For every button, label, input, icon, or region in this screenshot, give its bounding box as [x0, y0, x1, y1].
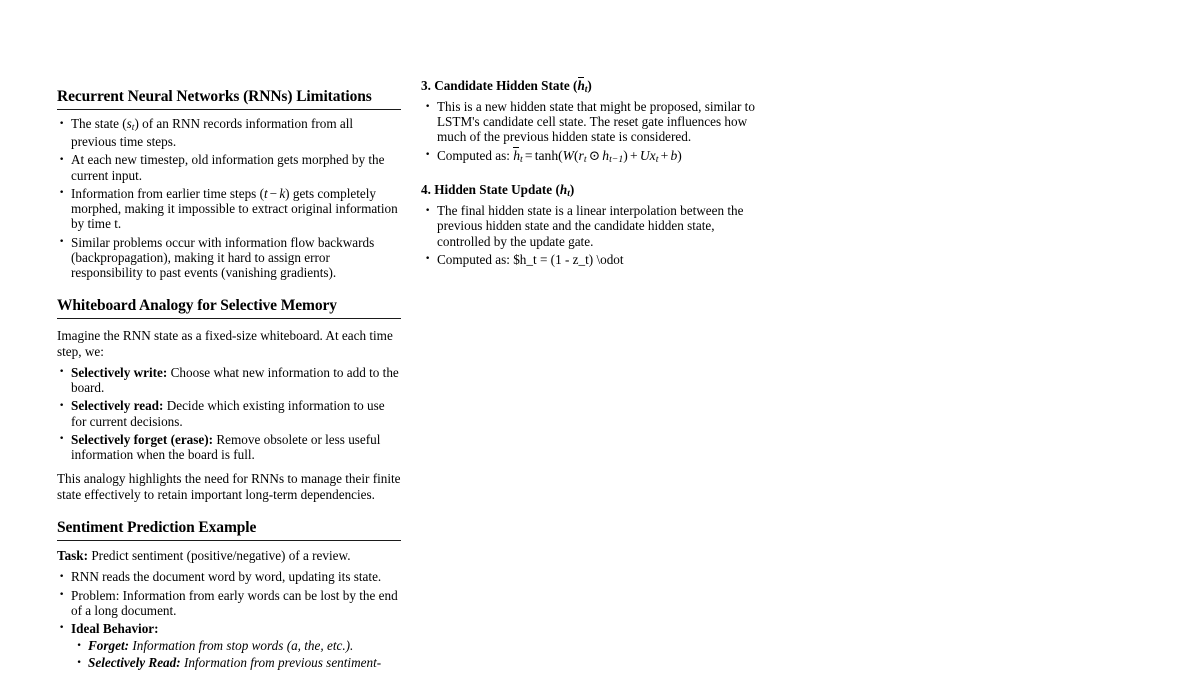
- inline-math-tk: t − k: [263, 185, 286, 201]
- section-sentiment-example: [57, 519, 401, 671]
- numbered-heading: [421, 78, 771, 96]
- list-item: [57, 398, 401, 428]
- bullet-text-post: ) gets completely morphed, making it impossible to extract original information by time t.: [71, 185, 398, 232]
- heading-close: ): [569, 182, 575, 198]
- bullet-text: The final hidden state is a linear interpolation between the previous hidden state and the candidate hidden state, controlled by the update gate.: [437, 203, 744, 249]
- section-candidate-hidden-state: [421, 78, 771, 165]
- limitations-list: [57, 116, 401, 280]
- bullet-text: At each new timestep, old information gets morphed by the current input.: [71, 152, 385, 183]
- list-item: [71, 655, 401, 670]
- list-item: [57, 186, 401, 232]
- heading-title: Hidden State Update (: [434, 182, 560, 198]
- heading-close: ): [587, 78, 592, 93]
- bullet-text: This is a new hidden state that might be proposed, similar to LSTM's candidate cell state. The reset gate influences how much of the previous hidden state is considered.: [437, 99, 755, 145]
- list-item: [57, 116, 401, 149]
- selective-memory-list: [57, 365, 401, 462]
- item-label: Selectively read:: [71, 398, 164, 414]
- bullet-text-post: ) of an RNN records information from all previous time steps.: [71, 116, 354, 150]
- numbered-heading: [421, 182, 771, 200]
- list-item: [421, 203, 771, 249]
- section-rnn-limitations: [57, 88, 401, 280]
- task-label: Task:: [57, 547, 89, 563]
- list-item: [57, 365, 401, 395]
- list-item: [57, 621, 401, 671]
- intro-paragraph: Imagine the RNN state as a fixed-size whiteboard. At each time step, we:: [57, 328, 393, 359]
- bullet-text: RNN reads the document word by word, updating its state.: [71, 569, 382, 585]
- item-text: Choose what new information to add to the board.: [71, 364, 399, 396]
- inline-math-state: $s_t$: [126, 116, 135, 134]
- sentiment-list: [57, 569, 401, 670]
- item-label: Selectively forget (erase):: [71, 431, 214, 447]
- formula-candidate-hidden-state: $h_t = \tanh(W(r_t$ ⊙ $h_{t-1}) + Ux_t + b$): [513, 147, 682, 165]
- right-column: [421, 78, 771, 284]
- left-column: [57, 88, 401, 688]
- section-hidden-state-update: [421, 182, 771, 267]
- heading-number: 4.: [421, 182, 431, 198]
- list-item: [57, 235, 401, 281]
- list-item: [421, 252, 771, 267]
- bullet-text-pre: Information from earlier time steps (: [71, 185, 264, 201]
- ideal-behavior-sublist: [71, 638, 401, 670]
- list-item: [57, 588, 401, 618]
- candidate-state-list: [421, 99, 771, 165]
- item-text: Information from stop words (a, the, etc.).: [132, 638, 354, 654]
- outro-paragraph: This analogy highlights the need for RNNs to manage their finite state effectively to retain important long-term dependencies.: [57, 471, 401, 502]
- list-item: [57, 432, 401, 462]
- item-label: Forget:: [88, 638, 130, 654]
- item-text: Decide which existing information to use for current decisions.: [71, 398, 385, 429]
- task-text: Predict sentiment (positive/negative) of a review.: [91, 547, 351, 563]
- item-label: Selectively write:: [71, 364, 168, 380]
- formula-prefix: Computed as:: [437, 147, 510, 163]
- list-item: [421, 148, 771, 165]
- formula-raw-latex: $h_t = (1 - z_t) \odot: [513, 251, 624, 267]
- list-item: [71, 638, 401, 653]
- section-heading: Whiteboard Analogy for Selective Memory: [57, 297, 401, 319]
- heading-math: $h_t$: [559, 182, 570, 200]
- bullet-text-pre: The state (: [71, 116, 127, 132]
- bullet-text: Similar problems occur with information flow backwards (backpropagation), making it hard to assign error responsibility to past events (vanishing gradients).: [71, 234, 375, 280]
- bullet-text: Problem: Information from early words can be lost by the end of a long document.: [71, 587, 398, 618]
- item-label: Selectively Read:: [88, 655, 181, 671]
- section-whiteboard-analogy: [57, 297, 401, 502]
- list-item: [57, 569, 401, 584]
- section-heading: Recurrent Neural Networks (RNNs) Limitations: [57, 88, 401, 110]
- item-label: Ideal Behavior:: [71, 620, 159, 636]
- formula-prefix: Computed as:: [437, 251, 510, 267]
- list-item: [421, 99, 771, 145]
- item-text: Remove obsolete or less useful information when the board is full.: [71, 431, 381, 463]
- list-item: [57, 152, 401, 182]
- item-text: Information from previous sentiment-: [183, 655, 382, 671]
- heading-title: Candidate Hidden State (: [434, 78, 578, 93]
- task-paragraph: [57, 548, 401, 563]
- heading-number: 3.: [421, 78, 431, 93]
- section-heading: Sentiment Prediction Example: [57, 519, 401, 541]
- heading-math: $h_t$: [577, 78, 588, 96]
- hidden-state-update-list: [421, 203, 771, 267]
